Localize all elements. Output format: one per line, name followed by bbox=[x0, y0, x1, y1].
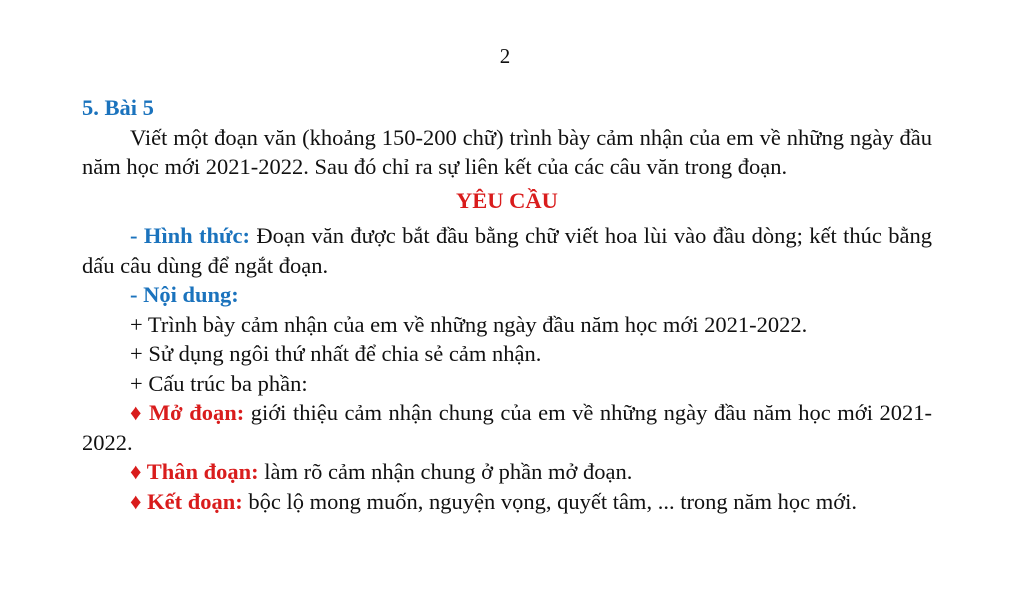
part-text: làm rõ cảm nhận chung ở phần mở đoạn. bbox=[258, 459, 633, 484]
form-text: Đoạn văn được bắt đầu bằng chữ viết hoa lùi vào đầu dòng; kết thúc bằng dấu câu dùng để ngắt đoạn. bbox=[82, 223, 933, 278]
structure-part-body bbox=[82, 457, 932, 487]
structure-part-open bbox=[82, 398, 932, 457]
content-heading bbox=[82, 280, 932, 310]
form-requirement bbox=[82, 221, 932, 280]
part-label: ♦ Thân đoạn: bbox=[130, 459, 259, 484]
requirements-title: YÊU CẦU bbox=[456, 187, 558, 213]
part-text: bộc lộ mong muốn, nguyện vọng, quyết tâm, ... trong năm học mới. bbox=[242, 488, 858, 514]
structure-part-close bbox=[82, 487, 932, 517]
part-label: ♦ Kết đoạn: bbox=[130, 488, 243, 514]
content-item: + Cấu trúc ba phần: bbox=[130, 370, 308, 396]
page-number: 2 bbox=[499, 44, 511, 68]
section-title: 5. Bài 5 bbox=[82, 95, 154, 120]
content-item: + Sử dụng ngôi thứ nhất để chia sẻ cảm nhận. bbox=[130, 341, 542, 366]
content-label: - Nội dung: bbox=[130, 282, 239, 307]
content-item: + Trình bày cảm nhận của em về những ngày đầu năm học mới 2021-2022. bbox=[130, 311, 808, 337]
document-content bbox=[82, 93, 932, 516]
exercise-prompt: Viết một đoạn văn (khoảng 150-200 chữ) trình bày cảm nhận của em về những ngày đầu năm học mới 2021-2022. Sau đó chỉ ra sự liên kết của các câu văn trong đoạn. bbox=[82, 124, 932, 179]
part-text: giới thiệu cảm nhận chung của em về những ngày đầu năm học mới 2021-2022. bbox=[82, 400, 932, 455]
part-label: ♦ Mở đoạn: bbox=[130, 400, 245, 425]
form-label: - Hình thức: bbox=[130, 223, 251, 248]
